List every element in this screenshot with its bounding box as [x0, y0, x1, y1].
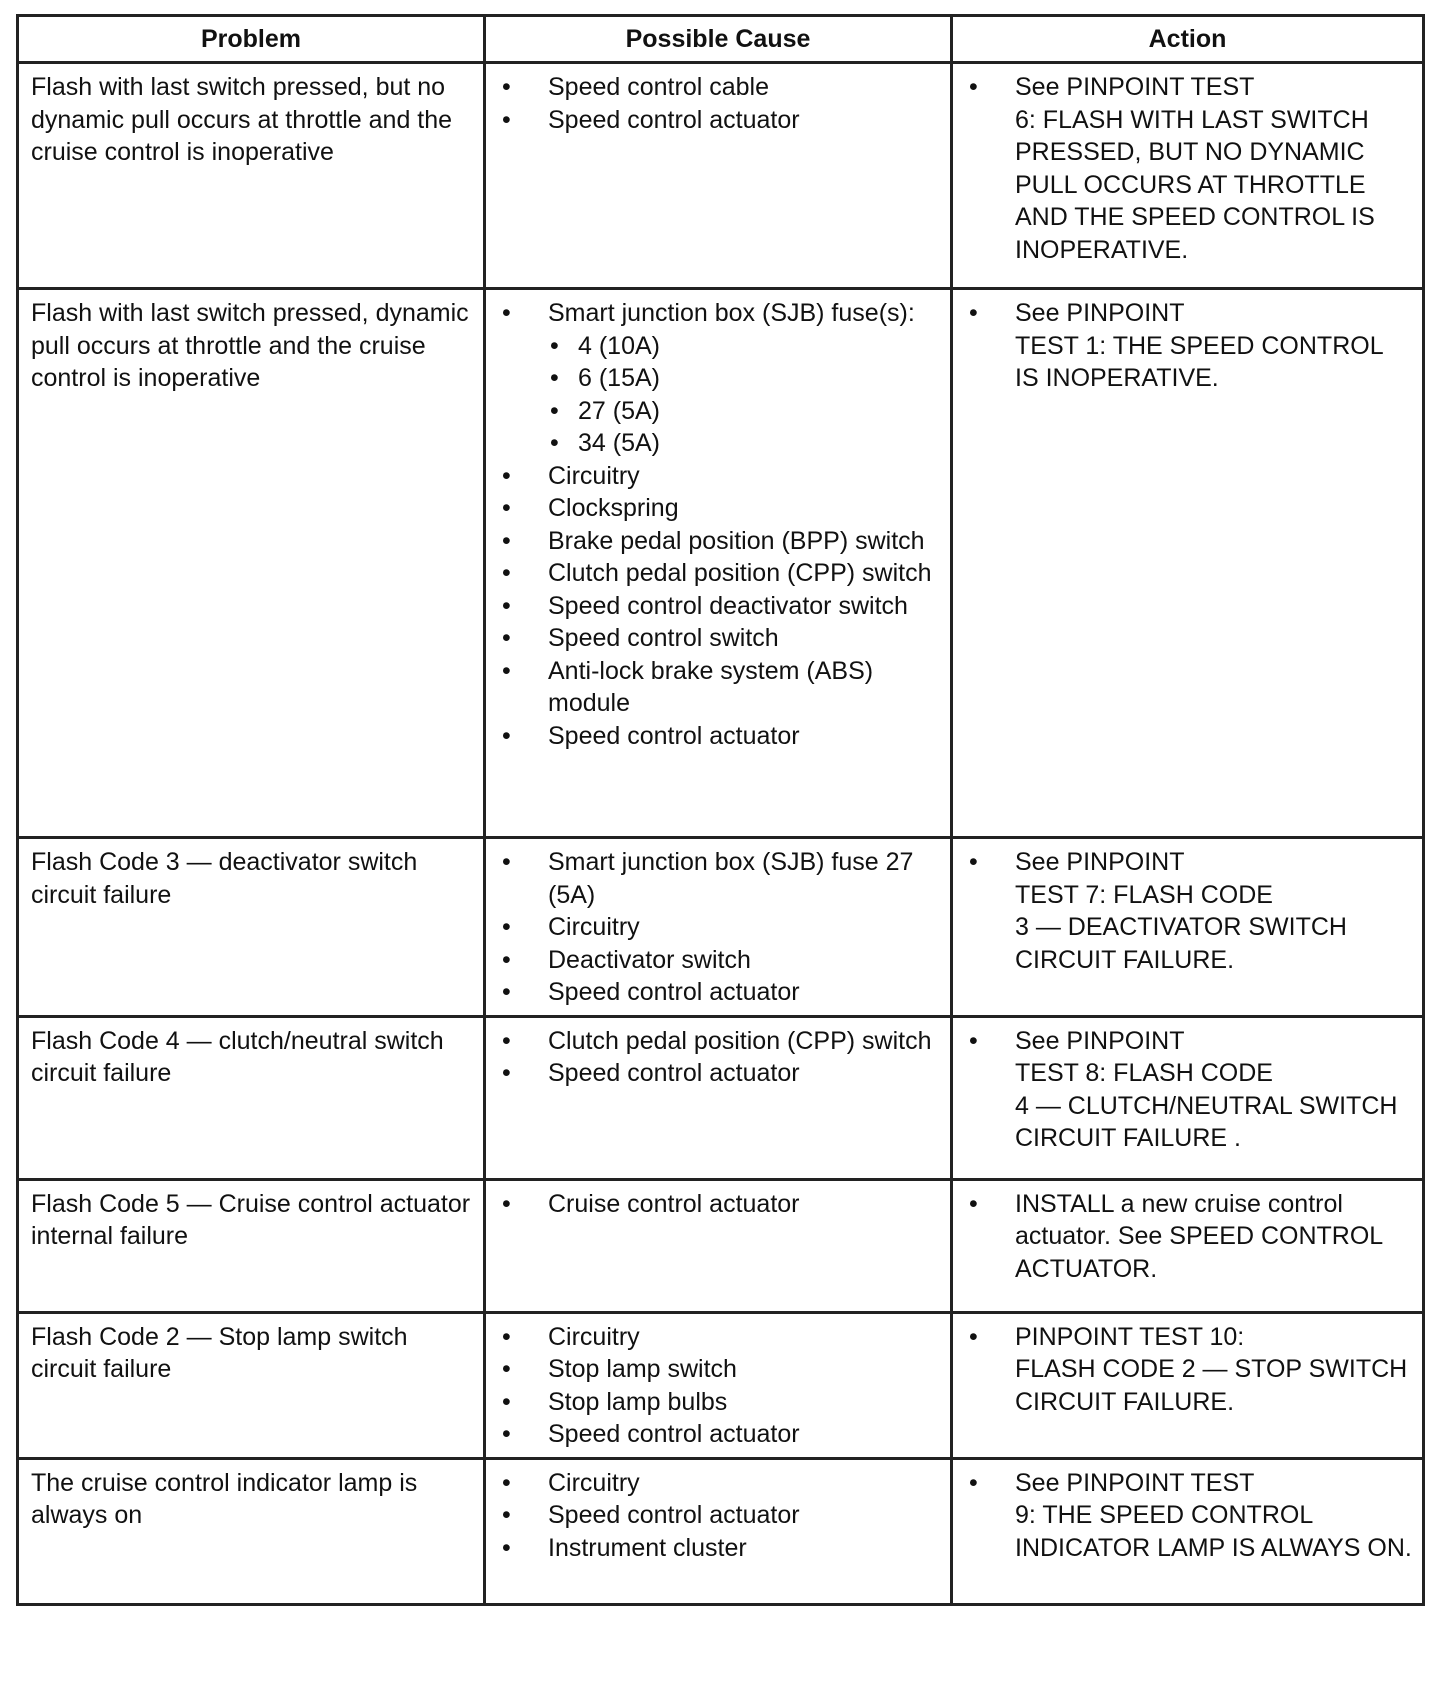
list-item: • Circuitry [498, 460, 940, 493]
list-item: • Speed control actuator [498, 720, 940, 753]
cause-list [498, 1188, 940, 1221]
cause-list [498, 297, 940, 752]
problem-cell: Flash with last switch pressed, dynamic pull occurs at throttle and the cruise control is inoperative [18, 289, 485, 838]
problem-cell: Flash Code 2 — Stop lamp switch circuit failure [18, 1312, 485, 1458]
list-item: • 4 (10A) [548, 330, 940, 363]
header-possible-cause: Possible Cause [485, 16, 952, 63]
list-item: • Clockspring [498, 492, 940, 525]
table-row [18, 1312, 1424, 1458]
action-cell [952, 1179, 1424, 1312]
fuse-list [548, 330, 940, 460]
cause-cell [485, 289, 952, 838]
list-item: • Brake pedal position (BPP) switch [498, 525, 940, 558]
header-action: Action [952, 16, 1424, 63]
header-problem: Problem [18, 16, 485, 63]
list-item: • See PINPOINT TEST 7: FLASH CODE 3 — DEACTIVATOR SWITCH CIRCUIT FAILURE. [965, 846, 1412, 976]
list-item: • 34 (5A) [548, 427, 940, 460]
list-item: • See PINPOINT TEST 6: FLASH WITH LAST SWITCH PRESSED, BUT NO DYNAMIC PULL OCCURS AT THROTTLE AND THE SPEED CONTROL IS INOPERATIVE. [965, 71, 1412, 266]
list-item: • Circuitry [498, 1467, 940, 1500]
list-item: • Speed control actuator [498, 104, 940, 137]
list-item: • Speed control cable [498, 71, 940, 104]
list-item: • INSTALL a new cruise control actuator. See SPEED CONTROL ACTUATOR. [965, 1188, 1412, 1286]
list-item: • Stop lamp bulbs [498, 1386, 940, 1419]
action-cell [952, 1312, 1424, 1458]
sjb-fuse-label: Smart junction box (SJB) fuse(s): [548, 299, 915, 327]
action-cell [952, 1458, 1424, 1604]
cause-cell [485, 838, 952, 1017]
action-list [965, 71, 1412, 266]
list-item: • Smart junction box (SJB) fuse 27 (5A) [498, 846, 940, 911]
list-item: • Speed control switch [498, 622, 940, 655]
list-item: • See PINPOINT TEST 9: THE SPEED CONTROL INDICATOR LAMP IS ALWAYS ON. [965, 1467, 1412, 1565]
list-item: • Instrument cluster [498, 1532, 940, 1565]
list-item: • Clutch pedal position (CPP) switch [498, 1025, 940, 1058]
table-row [18, 289, 1424, 838]
list-item: • Circuitry [498, 911, 940, 944]
action-list [965, 297, 1412, 395]
table-row [18, 1016, 1424, 1179]
action-list [965, 1467, 1412, 1565]
problem-cell: Flash with last switch pressed, but no dynamic pull occurs at throttle and the cruise control is inoperative [18, 63, 485, 289]
action-list [965, 846, 1412, 976]
list-item: • 6 (15A) [548, 362, 940, 395]
list-item: • Deactivator switch [498, 944, 940, 977]
action-cell [952, 289, 1424, 838]
list-item: • Circuitry [498, 1321, 940, 1354]
table-row [18, 63, 1424, 289]
action-list [965, 1188, 1412, 1286]
cause-cell [485, 1179, 952, 1312]
cause-cell [485, 1458, 952, 1604]
list-item: • Anti-lock brake system (ABS) module [498, 655, 940, 720]
list-item: • Stop lamp switch [498, 1353, 940, 1386]
list-item: • Speed control actuator [498, 1418, 940, 1451]
diagnosis-page [16, 14, 1422, 1606]
cause-list [498, 71, 940, 136]
cause-cell [485, 63, 952, 289]
list-item: • PINPOINT TEST 10: FLASH CODE 2 — STOP SWITCH CIRCUIT FAILURE. [965, 1321, 1412, 1419]
problem-cell: Flash Code 4 — clutch/neutral switch circuit failure [18, 1016, 485, 1179]
list-item: • Speed control actuator [498, 1057, 940, 1090]
list-item: • Cruise control actuator [498, 1188, 940, 1221]
list-item: • Speed control deactivator switch [498, 590, 940, 623]
cause-list [498, 1321, 940, 1451]
list-item: • 27 (5A) [548, 395, 940, 428]
action-list [965, 1025, 1412, 1155]
cause-list [498, 1467, 940, 1565]
action-cell [952, 63, 1424, 289]
list-item: • See PINPOINT TEST 1: THE SPEED CONTROL IS INOPERATIVE. [965, 297, 1412, 395]
action-cell [952, 1016, 1424, 1179]
action-list [965, 1321, 1412, 1419]
cause-list [498, 1025, 940, 1090]
list-item: • Clutch pedal position (CPP) switch [498, 557, 940, 590]
symptom-chart-table [16, 14, 1425, 1606]
table-row [18, 1179, 1424, 1312]
list-item [498, 297, 940, 460]
problem-cell: The cruise control indicator lamp is always on [18, 1458, 485, 1604]
table-row [18, 838, 1424, 1017]
header-row [18, 16, 1424, 63]
cause-list [498, 846, 940, 1009]
table-row [18, 1458, 1424, 1604]
problem-cell: Flash Code 5 — Cruise control actuator internal failure [18, 1179, 485, 1312]
list-item: • Speed control actuator [498, 976, 940, 1009]
list-item: • See PINPOINT TEST 8: FLASH CODE 4 — CLUTCH/NEUTRAL SWITCH CIRCUIT FAILURE . [965, 1025, 1412, 1155]
problem-cell: Flash Code 3 — deactivator switch circuit failure [18, 838, 485, 1017]
cause-cell [485, 1016, 952, 1179]
list-item: • Speed control actuator [498, 1499, 940, 1532]
cause-cell [485, 1312, 952, 1458]
action-cell [952, 838, 1424, 1017]
